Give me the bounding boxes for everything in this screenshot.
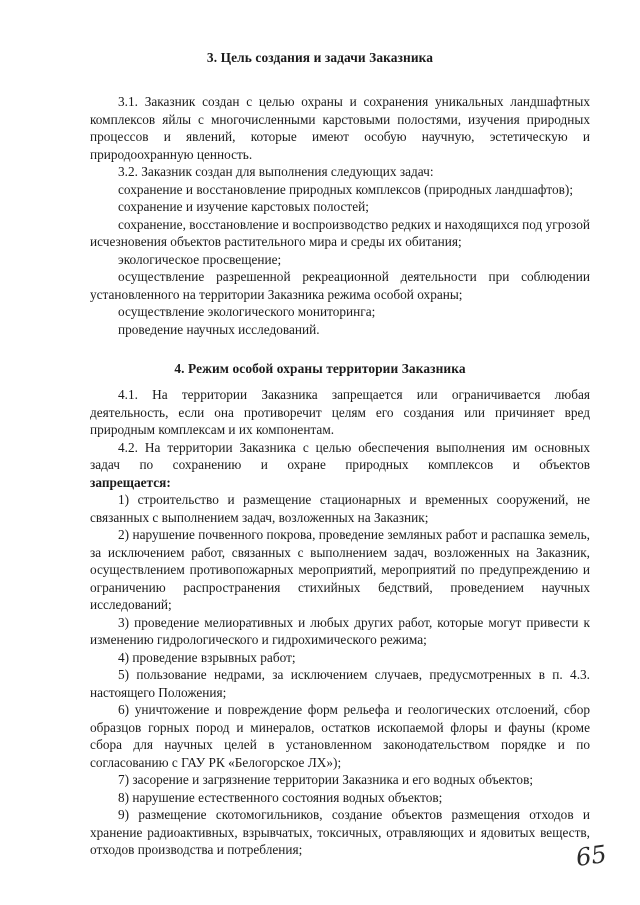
section-3-heading: 3. Цель создания и задачи Заказника (206, 50, 434, 65)
task-item: сохранение, восстановление и воспроизводство редких и находящихся под угрозой исчезновения объектов растительного мира и среды их обитания; (90, 216, 590, 249)
prohibition-item: 4) проведение взрывных работ; (118, 649, 296, 665)
task-item: сохранение и изучение карстовых полостей; (118, 199, 369, 214)
prohibition-item: 8) нарушение естественного состояния водных объектов; (118, 789, 443, 805)
paragraph-3-1: 3.1. Заказник создан с целью охраны и сохранения уникальных ландшафтных комплексов яйлы с многочисленными карстовыми полостями, изучения природных процессов и явлений, которые имеют особую научную, эстетическую и природоохранную ценность. (90, 94, 590, 162)
paragraph-4-2: 4.2. На территории Заказника с целью обеспечения выполнения им основных задач по сохранению и охране природных комплексов и объектов (90, 439, 590, 472)
paragraph-3-2: 3.2. Заказник создан для выполнения следующих задач: (118, 164, 434, 179)
task-item: осуществление экологического мониторинга; (118, 304, 376, 319)
section-4-body (90, 386, 590, 859)
task-item: проведение научных исследований. (118, 321, 320, 337)
prohibition-item: 6) уничтожение и повреждение форм рельефа и геологических отслоений, сбор образцов горных пород и минералов, остатков ископаемой флоры и фауны (кроме сбора для научных целей в установленном законодательством порядке и по согласованию с ГАУ РК «Белогорское ЛХ»); (90, 702, 590, 770)
paragraph-4-1: 4.1. На территории Заказника запрещается или ограничивается любая деятельность, если она противоречит целям его создания или причиняет вред природным комплексам и их компонентам. (90, 387, 590, 437)
prohibition-item: 5) пользование недрами, за исключением случаев, предусмотренных в п. 4.3. настоящего Положения; (90, 667, 590, 700)
prohibition-item: 1) строительство и размещение стационарных и временных сооружений, не связанных с выполнением задач, возложенных на Заказник; (90, 492, 590, 525)
prohibition-item: 9) размещение скотомогильников, создание объектов размещения отходов и хранение радиоактивных, взрывчатых, токсичных, отравляющих и ядовитых веществ, отходов производства и потребления; (90, 807, 590, 857)
prohibition-item: 2) нарушение почвенного покрова, проведение земляных работ и распашка земель, за исключением работ, связанных с выполнением задач, возложенных на Заказник, осуществлением противопожарных мероприятий, мероприятий по предупреждению и ограничению распространения стихийных бедствий, проведением научных исследований; (90, 527, 590, 612)
prohibition-item: 7) засорение и загрязнение территории Заказника и его водных объектов; (118, 772, 534, 787)
task-item: осуществление разрешенной рекреационной деятельности при соблюдении установленного на территории Заказника режима особой охраны; (90, 269, 590, 302)
handwritten-page-number: 65 (574, 840, 609, 872)
prohibition-item: 3) проведение мелиоративных и любых других работ, которые могут привести к изменению гидрологического и гидрохимического режима; (90, 614, 590, 647)
task-item: сохранение и восстановление природных комплексов (природных ландшафтов); (118, 181, 574, 197)
paragraph-4-2-prohibited-label: запрещается: (90, 474, 171, 490)
section-4-heading: 4. Режим особой охраны территории Заказника (174, 361, 466, 376)
section-3-body (90, 93, 590, 338)
task-item: экологическое просвещение; (118, 251, 282, 267)
